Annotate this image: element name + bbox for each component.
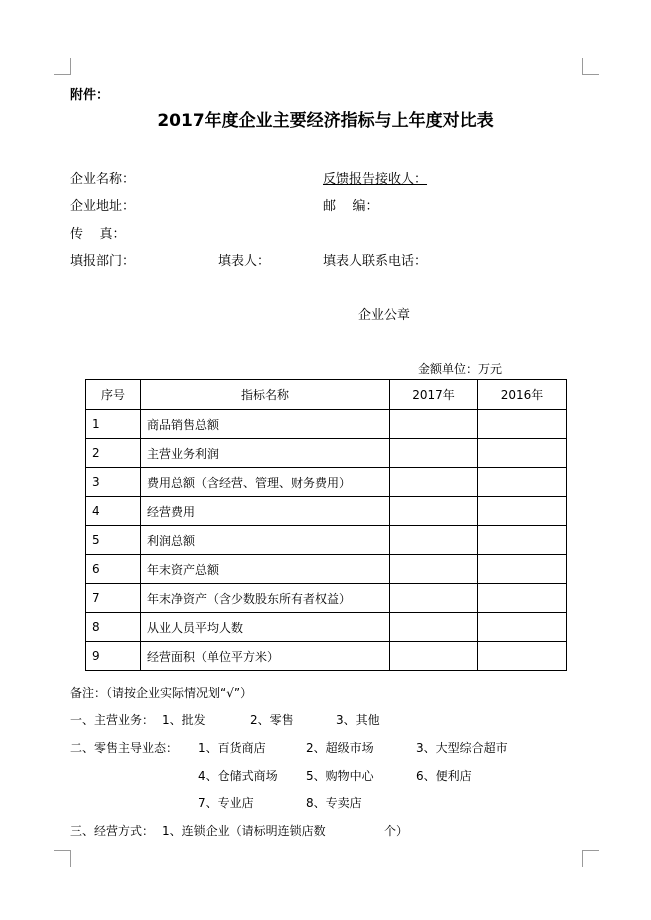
postcode-field: 邮 编：: [323, 199, 379, 214]
row-no: 1: [86, 410, 141, 439]
row-indicator-name: 经营费用: [141, 497, 390, 526]
row-indicator-name: 商品销售总额: [141, 410, 390, 439]
table-row: [86, 584, 567, 613]
row-value-2017[interactable]: [390, 555, 478, 584]
row-value-2017[interactable]: [390, 526, 478, 555]
row-no: 8: [86, 613, 141, 642]
filler-field: 填表人：: [218, 254, 271, 269]
document-title: 2017年度企业主要经济指标与上年度对比表: [157, 111, 494, 131]
row-value-2017[interactable]: [390, 613, 478, 642]
amount-unit-label: 金额单位：万元: [418, 362, 503, 376]
header-2016: 2016年: [478, 380, 567, 410]
retail-format-option-shopping-center[interactable]: 5、购物中心: [306, 769, 374, 783]
page-corner-mark-bottom-left: [54, 850, 71, 867]
retail-format-option-hypermarket[interactable]: 3、大型综合超市: [416, 741, 508, 755]
row-no: 6: [86, 555, 141, 584]
operation-mode-option-chain[interactable]: 1、连锁企业（请标明连锁店数: [162, 824, 326, 838]
row-value-2016[interactable]: [478, 584, 567, 613]
table-row: [86, 497, 567, 526]
row-value-2017[interactable]: [390, 439, 478, 468]
retail-format-option-warehouse-store[interactable]: 4、仓储式商场: [198, 769, 278, 783]
row-no: 9: [86, 642, 141, 671]
row-value-2017[interactable]: [390, 642, 478, 671]
table-row: [86, 526, 567, 555]
retail-format-option-specialty-store[interactable]: 7、专业店: [198, 796, 254, 810]
row-value-2016[interactable]: [478, 410, 567, 439]
filler-phone-field: 填表人联系电话：: [323, 254, 428, 269]
row-indicator-name: 年末净资产（含少数股东所有者权益）: [141, 584, 390, 613]
attachment-label: 附件：: [70, 88, 110, 103]
company-seal-label: 企业公章: [358, 308, 411, 323]
main-business-option-wholesale[interactable]: 1、批发: [162, 713, 206, 727]
page-corner-mark-bottom-right: [582, 850, 599, 867]
row-indicator-name: 费用总额（含经营、管理、财务费用）: [141, 468, 390, 497]
row-value-2017[interactable]: [390, 410, 478, 439]
row-indicator-name: 主营业务利润: [141, 439, 390, 468]
main-business-option-other[interactable]: 3、其他: [336, 713, 380, 727]
row-value-2017[interactable]: [390, 584, 478, 613]
row-indicator-name: 年末资产总额: [141, 555, 390, 584]
retail-format-option-exclusive-store[interactable]: 8、专卖店: [306, 796, 362, 810]
feedback-receiver-field: 反馈报告接收人：: [323, 172, 428, 187]
row-value-2016[interactable]: [478, 468, 567, 497]
header-2017: 2017年: [390, 380, 478, 410]
operation-mode-label: 三、经营方式：: [70, 824, 155, 838]
company-name-field: 企业名称：: [70, 172, 136, 187]
row-no: 2: [86, 439, 141, 468]
row-indicator-name: 从业人员平均人数: [141, 613, 390, 642]
row-value-2016[interactable]: [478, 526, 567, 555]
retail-format-label: 二、零售主导业态：: [70, 741, 179, 755]
retail-format-option-supermarket[interactable]: 2、超级市场: [306, 741, 374, 755]
table-row: [86, 613, 567, 642]
row-value-2016[interactable]: [478, 439, 567, 468]
main-business-label: 一、主营业务：: [70, 713, 155, 727]
row-value-2016[interactable]: [478, 497, 567, 526]
row-indicator-name: 经营面积（单位平方米）: [141, 642, 390, 671]
fax-field: 传 真：: [70, 227, 126, 242]
row-value-2016[interactable]: [478, 642, 567, 671]
table-row: [86, 468, 567, 497]
retail-format-option-department-store[interactable]: 1、百货商店: [198, 741, 266, 755]
metrics-table: [85, 379, 567, 671]
table-row: [86, 642, 567, 671]
header-indicator-name: 指标名称: [141, 380, 390, 410]
table-row: [86, 439, 567, 468]
row-value-2016[interactable]: [478, 613, 567, 642]
row-value-2016[interactable]: [478, 555, 567, 584]
page-corner-mark-top-right: [582, 58, 599, 75]
row-value-2017[interactable]: [390, 468, 478, 497]
row-no: 4: [86, 497, 141, 526]
row-indicator-name: 利润总额: [141, 526, 390, 555]
table-row: [86, 555, 567, 584]
company-address-field: 企业地址：: [70, 199, 136, 214]
table-header-row: [86, 380, 567, 410]
department-field: 填报部门：: [70, 254, 136, 269]
retail-format-option-convenience-store[interactable]: 6、便利店: [416, 769, 472, 783]
row-value-2017[interactable]: [390, 497, 478, 526]
row-no: 7: [86, 584, 141, 613]
remark-note: 备注：（请按企业实际情况划“√”）: [70, 686, 253, 700]
page-corner-mark-top-left: [54, 58, 71, 75]
row-no: 3: [86, 468, 141, 497]
table-row: [86, 410, 567, 439]
operation-mode-suffix: 个）: [384, 824, 409, 838]
row-no: 5: [86, 526, 141, 555]
main-business-option-retail[interactable]: 2、零售: [250, 713, 294, 727]
header-no: 序号: [86, 380, 141, 410]
